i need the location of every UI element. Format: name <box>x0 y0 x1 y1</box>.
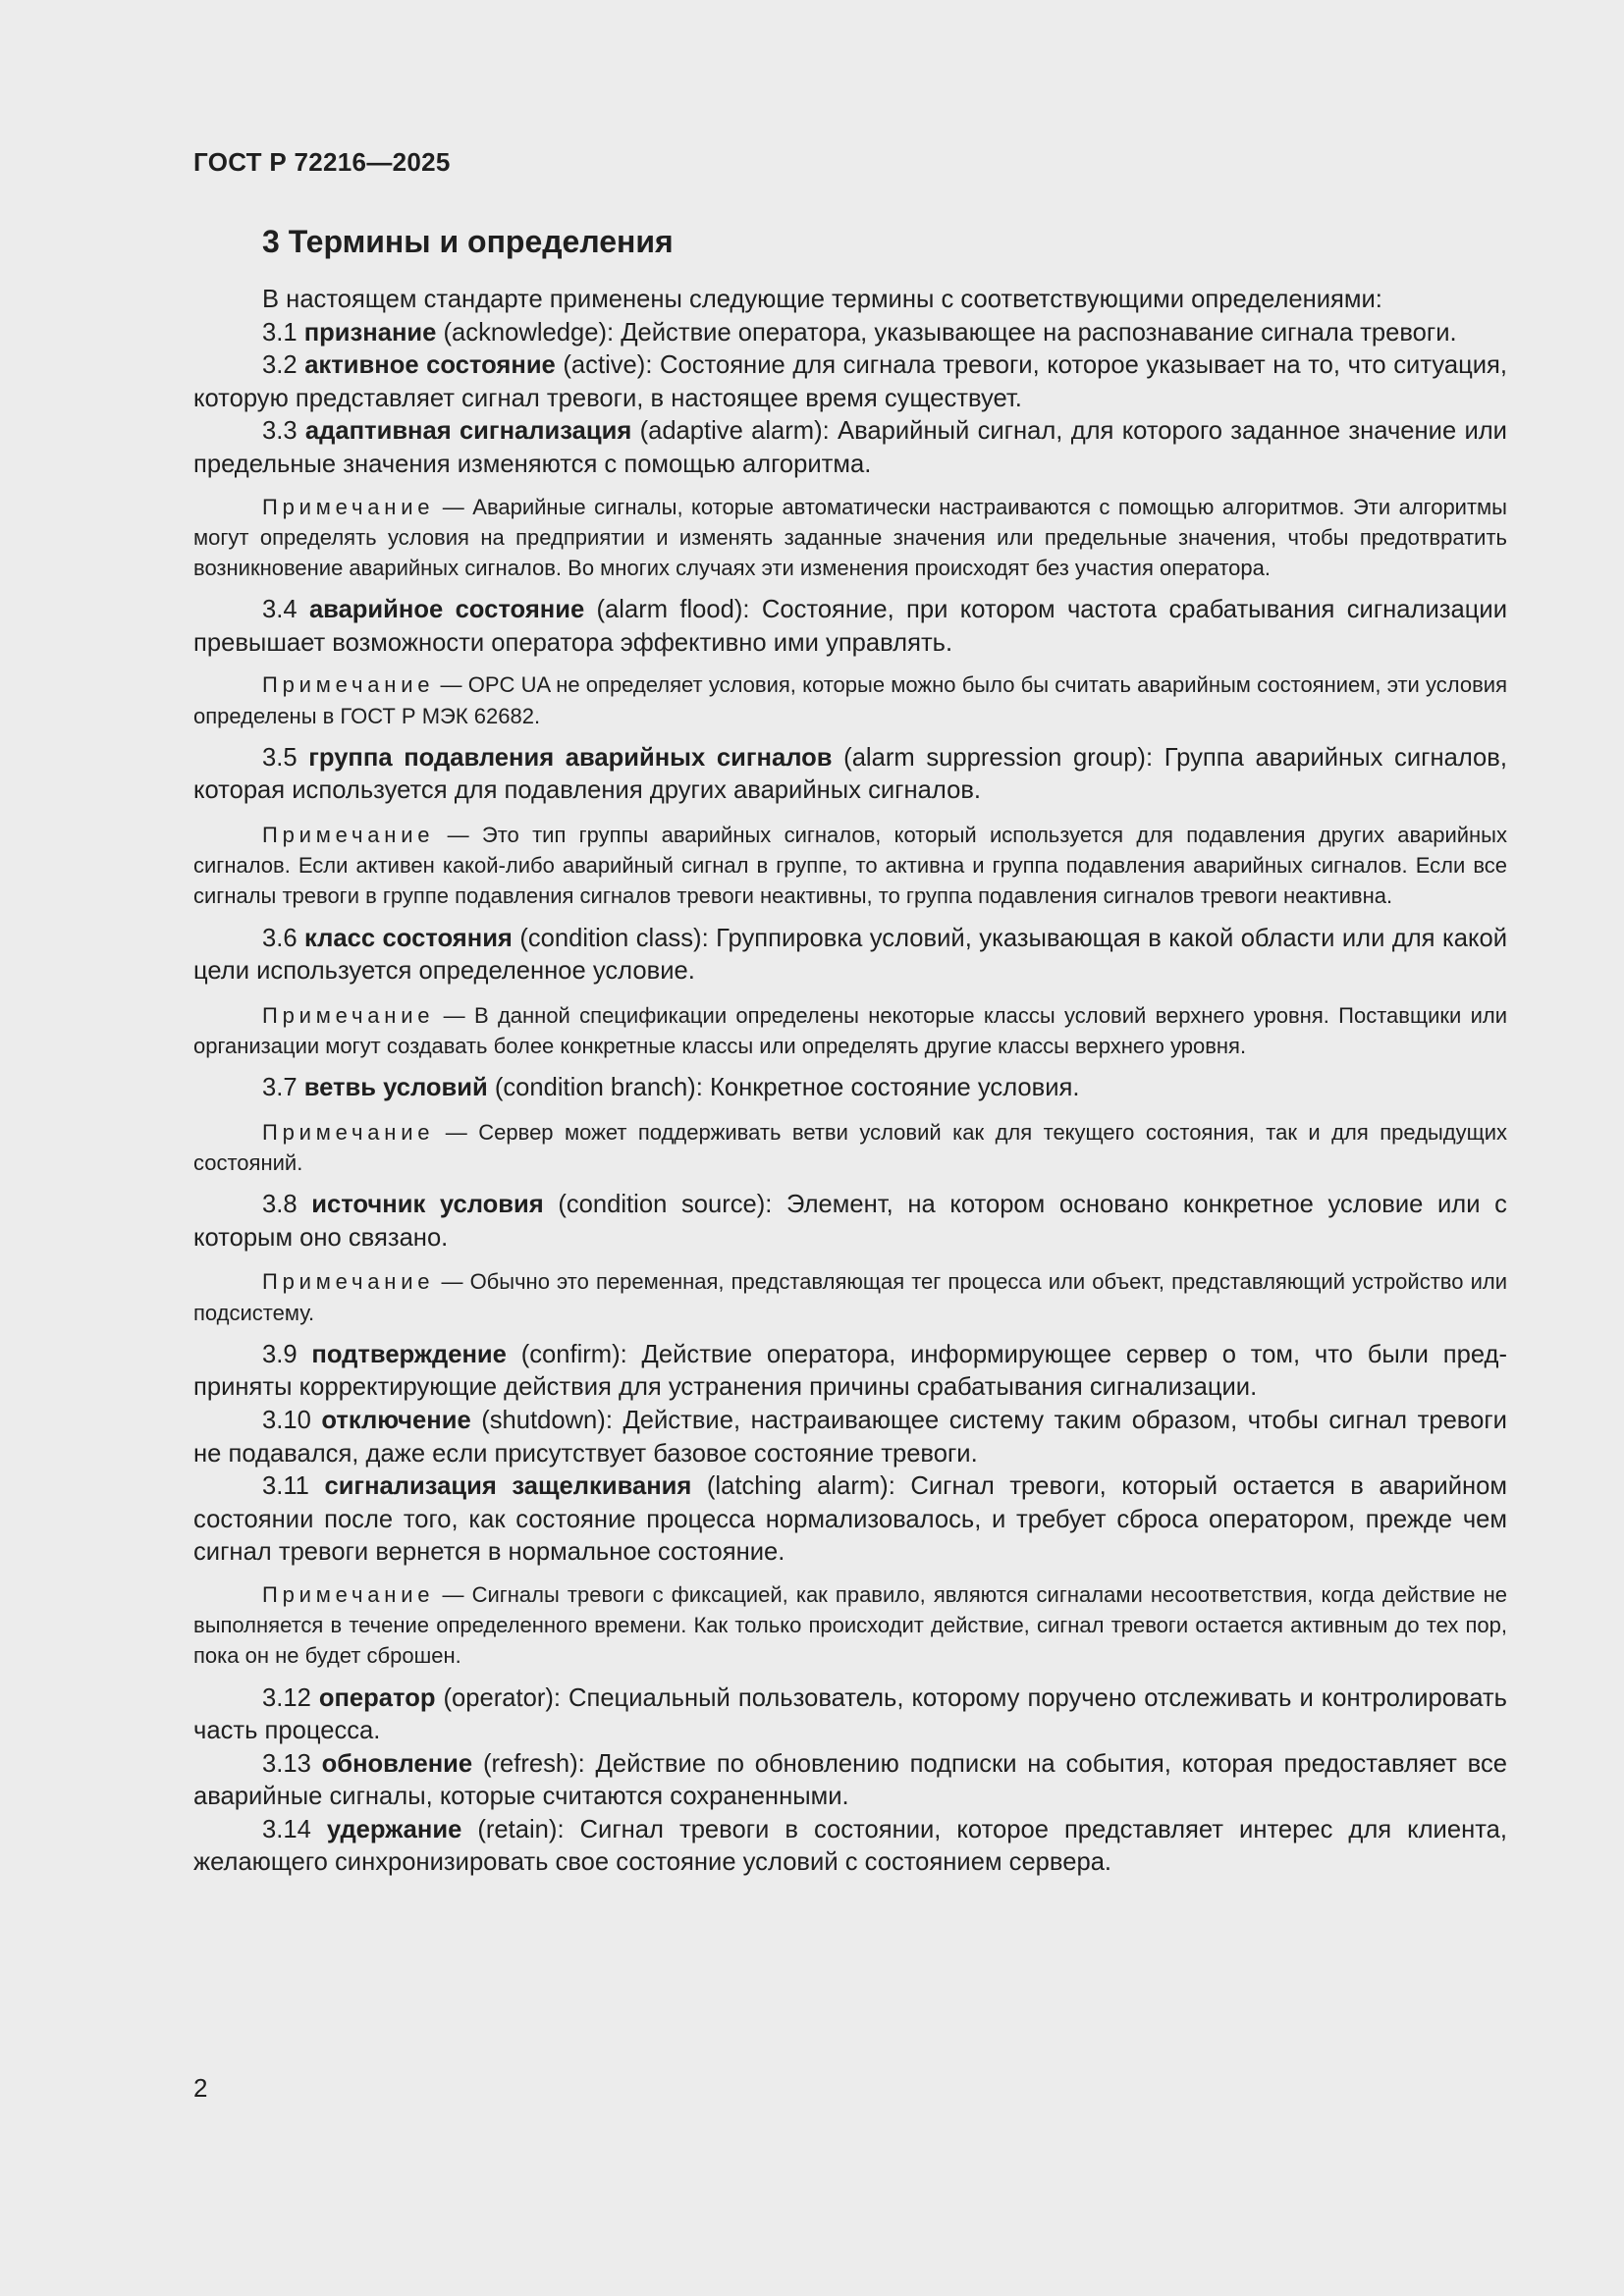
note-3-7: Примечание — Сервер может поддерживать ветви условий как для текущего состояния, так и для предыдущих состояний. <box>193 1119 1507 1175</box>
note-3-6: Примечание — В данной спецификации определены некоторые классы условий верхнего уровня. Поставщики или организации могут создавать более конкретные классы или определять другие классы верхнего уровня. <box>193 1002 1507 1058</box>
term-3-5: 3.5 группа подавления аварийных сигналов (alarm suppression group): Группа аварийных сигналов, которая используется для подавления других аварийных сигналов. <box>193 743 1507 805</box>
note-3-5: Примечание — Это тип группы аварийных сигналов, который используется для подавления других аварийных сигналов. Если активен какой-либо аварийный сигнал в группе, то активна и группа подавления аварийных сигналов. Если все сигналы тревоги в группе подавления сигналов тревоги неактивны, то группа подавления сигналов тревоги неактивна. <box>193 822 1507 909</box>
term-3-3: 3.3 адаптивная сигнализация (adaptive alarm): Аварийный сигнал, для которого заданное значение или предельные значения изменяются с помощью алгоритма. <box>193 417 1507 478</box>
note-label: Примечание <box>262 822 435 847</box>
term-3-14: 3.14 удержание (retain): Сигнал тревоги в состоянии, которое представляет интерес для клиента, желающего синхронизировать свое состояние условий с состоянием сервера. <box>193 1815 1507 1877</box>
note-3-4: Примечание — OPC UA не определяет условия, которые можно было бы считать аварийным состоянием, эти условия определены в ГОСТ Р МЭК 62682. <box>193 672 1507 728</box>
intro-paragraph: В настоящем стандарте применены следующие термины с соответствующими определениями: <box>262 286 1382 313</box>
note-3-3: Примечание — Аварийные сигналы, которые автоматически настраиваются с помощью алгоритмов. Эти алгоритмы могут определять условия на предприятии и изменять заданные значения или предельные значения, чтобы предотвратить возникновение аварийных сигналов. Во многих случаях эти изменения происходят без участия оператора. <box>193 494 1507 580</box>
page-number: 2 <box>193 2073 208 2103</box>
section-body <box>193 284 1507 1880</box>
note-label: Примечание <box>262 1269 435 1295</box>
note-label: Примечание <box>262 1581 435 1607</box>
term-3-6: 3.6 класс состояния (condition class): Группировка условий, указывающая в какой области или для какой цели используется определенное условие. <box>193 924 1507 986</box>
note-label: Примечание <box>262 1119 435 1145</box>
term-3-7: 3.7 ветвь условий (condition branch): Конкретное состояние условия. <box>262 1074 1080 1102</box>
term-3-10: 3.10 отключение (shutdown): Действие, настраивающее систему таким образом, чтобы сигнал тревоги не подавался, даже если присутствует базовое состояние тревоги. <box>193 1406 1507 1468</box>
note-label: Примечание <box>262 1002 435 1028</box>
term-3-12: 3.12 оператор (operator): Специальный пользователь, которому поручено отслеживать и контролировать часть процесса. <box>193 1683 1507 1745</box>
term-3-4: 3.4 аварийное состояние (alarm flood): Состояние, при котором частота срабатывания сигнализации превышает возможности оператора эффективно ими управлять. <box>193 596 1507 657</box>
term-3-1: 3.1 признание (acknowledge): Действие оператора, указывающее на распознавание сигнала тревоги. <box>262 318 1457 347</box>
term-3-2: 3.2 активное состояние (active): Состояние для сигнала тревоги, которое указывает на то, что ситуация, которую представляет сигнал тревоги, в настоящее время существует. <box>193 351 1507 412</box>
term-3-13: 3.13 обновление (refresh): Действие по обновлению подписки на события, которая предоставляет все аварийные сигналы, которые считаются сохраненными. <box>193 1749 1507 1811</box>
note-3-8: Примечание — Обычно это переменная, представляющая тег процесса или объект, представляющий устройство или подсистему. <box>193 1269 1507 1325</box>
note-label: Примечание <box>262 494 435 519</box>
term-3-8: 3.8 источник условия (condition source): Элемент, на котором основано конкретное условие или с которым оно связано. <box>193 1191 1507 1252</box>
term-3-11: 3.11 сигнализация защелкивания (latching alarm): Сигнал тревоги, который остается в аварийном состоянии после того, как состояние процесса нормализовалось, и требует сброса оператором, прежде чем сигнал тревоги вернется в нормальное состояние. <box>193 1472 1507 1567</box>
note-label: Примечание <box>262 672 435 698</box>
term-3-9: 3.9 подтверждение (confirm): Действие оператора, информирующее сервер о том, что были предприняты корректирующие действия для устранения причины срабатывания сигнализации. <box>193 1340 1507 1402</box>
document-code: ГОСТ Р 72216—2025 <box>193 147 451 177</box>
note-3-11: Примечание — Сигналы тревоги с фиксацией, как правило, являются сигналами несоответствия, когда действие не выполняется в течение определенного времени. Как только происходит действие, сигнал тревоги остается активным до тех пор, пока он не будет сброшен. <box>193 1581 1507 1669</box>
section-title: 3 Термины и определения <box>262 224 674 259</box>
